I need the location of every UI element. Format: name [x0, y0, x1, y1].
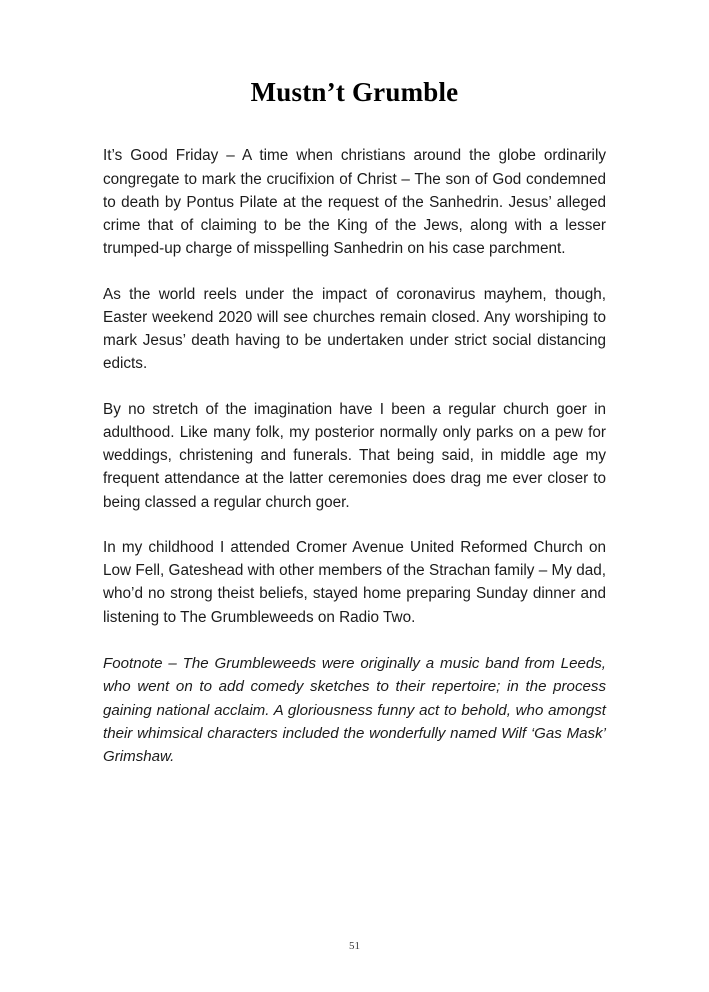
body-paragraph-4: In my childhood I attended Cromer Avenue United Reformed Church on Low Fell, Gateshead with other members of the Strachan family – My dad, who’d no strong theist beliefs, stayed home preparing Sunday dinner and listening to The Grumbleweeds on Radio Two.: [103, 538, 606, 626]
body-paragraph-3: By no stretch of the imagination have I been a regular church goer in adulthood. Like many folk, my posterior normally only parks on a pew for weddings, christening and funerals. That being said, in middle age my frequent attendance at the latter ceremonies does drag me ever closer to being classed a regular church goer.: [103, 400, 606, 511]
page-content: [103, 76, 606, 769]
body-paragraph-2: As the world reels under the impact of coronavirus mayhem, though, Easter weekend 2020 will see churches remain closed. Any worshiping to mark Jesus’ death having to be undertaken under strict social distancing edicts.: [103, 285, 606, 373]
body-paragraph-1: It’s Good Friday – A time when christians around the globe ordinarily congregate to mark the crucifixion of Christ – The son of God condemned to death by Pontus Pilate at the request of the Sanhedrin. Jesus’ alleged crime that of claiming to be the King of the Jews, along with a lesser trumped-up charge of misspelling Sanhedrin on his case parchment.: [103, 147, 606, 258]
page-title: Mustn’t Grumble: [250, 77, 459, 107]
footnote-paragraph: Footnote – The Grumbleweeds were originally a music band from Leeds, who went on to add comedy sketches to their repertoire; in the process gaining national acclaim. A gloriousness funny act to behold, who amongst their whimsical characters included the wonderfully named Wilf ‘Gas Mask’ Grimshaw.: [103, 654, 606, 766]
page-number: 51: [349, 940, 360, 952]
